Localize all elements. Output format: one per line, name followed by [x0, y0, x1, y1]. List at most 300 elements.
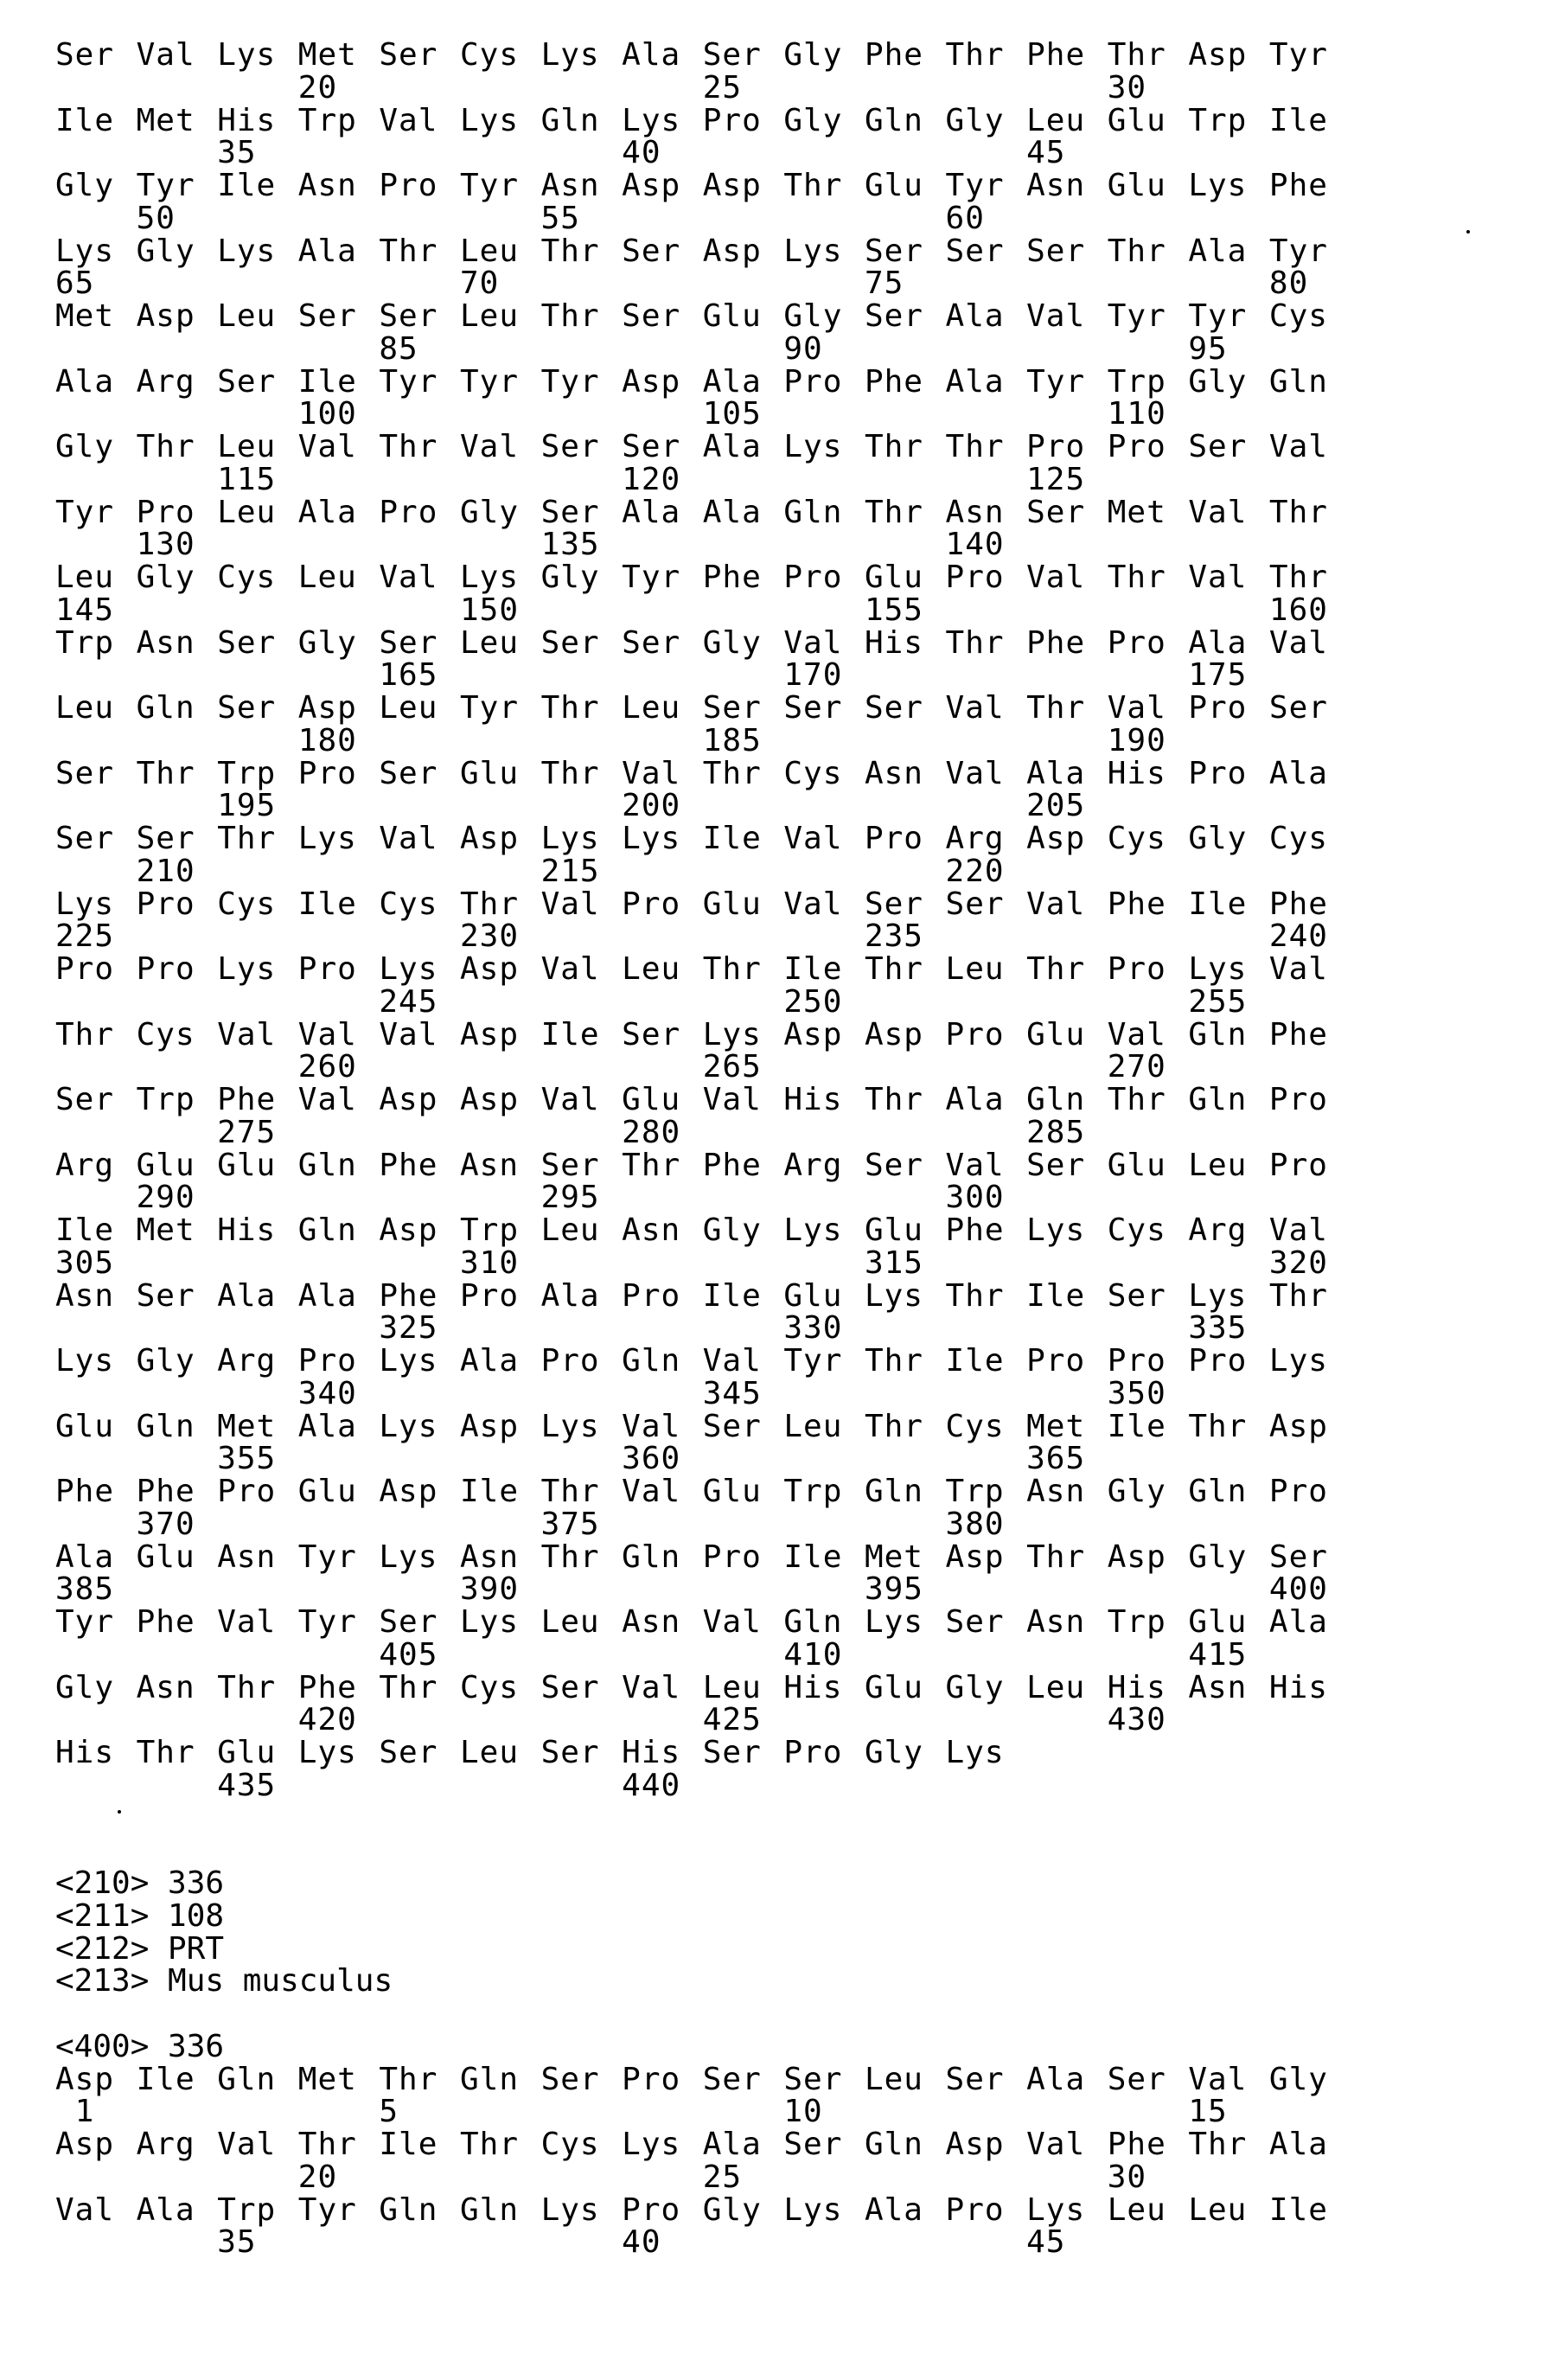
position-number — [460, 202, 541, 235]
residue: Gly — [1188, 1541, 1269, 1574]
position-number: 390 — [460, 1573, 541, 1606]
residue: Glu — [217, 1149, 298, 1182]
residue: Leu — [1026, 1672, 1108, 1705]
residue: Glu — [865, 561, 946, 594]
residue: Trp — [1108, 366, 1189, 399]
position-number — [379, 1508, 460, 1541]
residue: Thr — [541, 300, 623, 333]
position-number — [1026, 1769, 1108, 1802]
position-number: 255 — [1188, 986, 1269, 1019]
residue: Asn — [622, 1214, 703, 1247]
position-number — [217, 1704, 298, 1737]
residue: Pro — [137, 496, 218, 529]
residue: Ser — [55, 822, 137, 855]
residue: Lys — [379, 1541, 460, 1574]
residue-row — [55, 888, 1351, 921]
position-number — [865, 1378, 946, 1411]
position-number — [298, 1443, 380, 1475]
position-number — [460, 1769, 541, 1802]
position-number-row — [55, 1051, 1351, 1084]
position-number — [379, 790, 460, 822]
header-organism: <213> Mus musculus — [55, 1965, 1351, 1998]
residue-row — [55, 1672, 1351, 1705]
position-number — [217, 1639, 298, 1672]
residue: Thr — [1188, 1411, 1269, 1443]
position-number — [783, 267, 865, 300]
residue: Leu — [1108, 2194, 1189, 2227]
position-number — [55, 1312, 137, 1345]
position-number — [1188, 528, 1269, 561]
position-number: 155 — [865, 594, 946, 627]
residue: Gln — [1188, 1084, 1269, 1116]
residue: Pro — [55, 953, 137, 986]
residue: Ile — [783, 1541, 865, 1574]
position-number — [1108, 790, 1189, 822]
position-number — [865, 1051, 946, 1084]
position-number — [865, 659, 946, 692]
residue: Ser — [379, 39, 460, 72]
position-number: 25 — [703, 2161, 784, 2194]
position-number — [217, 986, 298, 1019]
position-number-row — [55, 1312, 1351, 1345]
position-number — [298, 1116, 380, 1149]
position-number — [1269, 72, 1351, 105]
residue: Trp — [946, 1475, 1027, 1508]
position-number-row — [55, 202, 1351, 235]
residue: Lys — [946, 1737, 1027, 1769]
position-number: 45 — [1026, 2226, 1108, 2259]
residue: Asp — [1026, 822, 1108, 855]
residue-row — [55, 692, 1351, 725]
residue-row — [55, 1411, 1351, 1443]
residue: Gln — [1269, 366, 1351, 399]
residue: Ile — [1269, 2194, 1351, 2227]
position-number — [460, 1704, 541, 1737]
position-number — [379, 202, 460, 235]
residue: Cys — [1269, 822, 1351, 855]
position-number — [379, 464, 460, 496]
position-number — [1269, 986, 1351, 1019]
position-number — [379, 2226, 460, 2259]
position-number — [622, 594, 703, 627]
position-number — [946, 1378, 1027, 1411]
residue: Ala — [622, 39, 703, 72]
position-number — [217, 1051, 298, 1084]
residue: Thr — [541, 235, 623, 268]
position-number — [1026, 1051, 1108, 1084]
residue: Gly — [783, 105, 865, 138]
position-number — [703, 202, 784, 235]
residue: Ser — [865, 1149, 946, 1182]
position-number — [1026, 1573, 1108, 1606]
residue-row — [55, 953, 1351, 986]
position-number — [298, 790, 380, 822]
residue-row — [55, 1214, 1351, 1247]
position-number — [1108, 1312, 1189, 1345]
position-number — [460, 1181, 541, 1214]
residue: Ser — [703, 692, 784, 725]
position-number — [1026, 1312, 1108, 1345]
residue: Ala — [1269, 2128, 1351, 2161]
position-number — [1026, 398, 1108, 431]
position-number — [1108, 1573, 1189, 1606]
position-number — [865, 1704, 946, 1737]
position-number: 345 — [703, 1378, 784, 1411]
residue: Ser — [703, 2063, 784, 2096]
position-number: 275 — [217, 1116, 298, 1149]
position-number — [460, 855, 541, 888]
residue: Ser — [865, 235, 946, 268]
position-number — [55, 986, 137, 1019]
position-number — [783, 855, 865, 888]
residue: Cys — [379, 888, 460, 921]
position-number: 80 — [1269, 267, 1351, 300]
residue: His — [217, 1214, 298, 1247]
position-number — [1108, 1508, 1189, 1541]
position-number — [541, 72, 623, 105]
position-number — [703, 920, 784, 953]
position-number — [379, 594, 460, 627]
residue: Thr — [298, 2128, 380, 2161]
position-number — [703, 1573, 784, 1606]
position-number-row — [55, 267, 1351, 300]
residue-row — [55, 2063, 1351, 2096]
position-number — [1188, 790, 1269, 822]
position-number: 175 — [1188, 659, 1269, 692]
residue: Leu — [55, 692, 137, 725]
residue: Asn — [55, 1280, 137, 1313]
residue: Lys — [298, 1737, 380, 1769]
residue: Asp — [703, 235, 784, 268]
residue: Leu — [703, 1672, 784, 1705]
position-number — [298, 1769, 380, 1802]
position-number — [946, 2095, 1027, 2128]
residue: Lys — [783, 235, 865, 268]
position-number — [460, 137, 541, 170]
residue: Lys — [460, 561, 541, 594]
position-number — [1269, 333, 1351, 366]
residue-row — [55, 822, 1351, 855]
residue: Met — [1026, 1411, 1108, 1443]
position-number: 145 — [55, 594, 137, 627]
position-number — [137, 1312, 218, 1345]
residue: Cys — [460, 1672, 541, 1705]
residue: Gln — [1026, 1084, 1108, 1116]
position-number — [137, 986, 218, 1019]
position-number — [460, 333, 541, 366]
position-number — [541, 398, 623, 431]
residue: Thr — [1026, 692, 1108, 725]
header-sequence-tag: <400> 336 — [55, 2031, 1351, 2063]
position-number — [783, 398, 865, 431]
position-number — [1108, 2226, 1189, 2259]
position-number — [865, 528, 946, 561]
position-number — [1269, 725, 1351, 758]
residue: Pro — [137, 888, 218, 921]
position-number: 20 — [298, 72, 380, 105]
residue: Phe — [1026, 39, 1108, 72]
residue: Ile — [55, 105, 137, 138]
residue: Ser — [622, 627, 703, 660]
position-number — [1188, 1443, 1269, 1475]
position-number — [541, 790, 623, 822]
position-number — [460, 1312, 541, 1345]
residue: Ser — [1026, 1149, 1108, 1182]
residue: Gly — [137, 561, 218, 594]
residue: Ser — [946, 888, 1027, 921]
position-number-row — [55, 1508, 1351, 1541]
position-number — [865, 398, 946, 431]
position-number-row — [55, 725, 1351, 758]
residue: Leu — [541, 1606, 623, 1639]
residue: Thr — [703, 953, 784, 986]
residue: Val — [1269, 431, 1351, 464]
position-number: 325 — [379, 1312, 460, 1345]
residue: Val — [946, 1149, 1027, 1182]
residue: Phe — [298, 1672, 380, 1705]
residue-row — [55, 300, 1351, 333]
residue: Ser — [946, 235, 1027, 268]
residue: Trp — [217, 758, 298, 790]
blank-line — [55, 1834, 1351, 1867]
residue: Ala — [703, 2128, 784, 2161]
position-number — [1269, 1378, 1351, 1411]
residue: Asp — [460, 953, 541, 986]
position-number — [1026, 202, 1108, 235]
residue: Thr — [865, 431, 946, 464]
residue: Leu — [946, 953, 1027, 986]
residue: Ala — [1269, 758, 1351, 790]
residue: Arg — [137, 2128, 218, 2161]
residue: Asp — [379, 1475, 460, 1508]
position-number — [865, 1116, 946, 1149]
position-number — [541, 1639, 623, 1672]
residue-row — [55, 1606, 1351, 1639]
residue: Asp — [460, 1411, 541, 1443]
position-number — [55, 464, 137, 496]
residue: Lys — [1188, 953, 1269, 986]
residue: Thr — [55, 1019, 137, 1052]
position-number: 125 — [1026, 464, 1108, 496]
position-number: 210 — [137, 855, 218, 888]
position-number — [703, 659, 784, 692]
position-number — [298, 1312, 380, 1345]
position-number — [1188, 594, 1269, 627]
position-number — [1188, 1769, 1269, 1802]
position-number — [1026, 333, 1108, 366]
position-number — [1188, 1378, 1269, 1411]
position-number — [1188, 725, 1269, 758]
position-number — [55, 1704, 137, 1737]
position-number — [460, 1508, 541, 1541]
position-number — [622, 2095, 703, 2128]
position-number — [55, 202, 137, 235]
position-number — [137, 1639, 218, 1672]
residue: Lys — [379, 1345, 460, 1378]
position-number — [622, 398, 703, 431]
position-number — [541, 137, 623, 170]
position-number — [379, 267, 460, 300]
position-number: 230 — [460, 920, 541, 953]
residue: His — [55, 1737, 137, 1769]
residue: Phe — [379, 1280, 460, 1313]
residue-row — [55, 1149, 1351, 1182]
position-number — [541, 1051, 623, 1084]
residue: Ser — [541, 1672, 623, 1705]
position-number — [1269, 464, 1351, 496]
position-number — [55, 725, 137, 758]
residue: Thr — [865, 496, 946, 529]
residue: Glu — [865, 170, 946, 202]
position-number: 200 — [622, 790, 703, 822]
residue: Lys — [541, 39, 623, 72]
residue: Ser — [1026, 235, 1108, 268]
residue: Asn — [137, 627, 218, 660]
position-number — [1108, 2095, 1189, 2128]
residue: Phe — [137, 1475, 218, 1508]
position-number: 385 — [55, 1573, 137, 1606]
residue: Pro — [1188, 758, 1269, 790]
position-number-row — [55, 986, 1351, 1019]
position-number — [1108, 1247, 1189, 1280]
position-number — [946, 1312, 1027, 1345]
position-number — [541, 1378, 623, 1411]
position-number — [137, 1443, 218, 1475]
residue: Ile — [703, 822, 784, 855]
position-number — [783, 528, 865, 561]
position-number — [783, 137, 865, 170]
position-number: 330 — [783, 1312, 865, 1345]
residue: Pro — [137, 953, 218, 986]
residue: Cys — [946, 1411, 1027, 1443]
residue: Glu — [298, 1475, 380, 1508]
position-number-row — [55, 920, 1351, 953]
position-number: 375 — [541, 1508, 623, 1541]
residue: Asn — [541, 170, 623, 202]
residue: Pro — [1188, 692, 1269, 725]
residue: Asp — [55, 2128, 137, 2161]
residue: Ile — [217, 170, 298, 202]
residue: Ser — [379, 300, 460, 333]
residue-row — [55, 170, 1351, 202]
position-number-row — [55, 1573, 1351, 1606]
position-number — [783, 725, 865, 758]
residue: Pro — [298, 758, 380, 790]
position-number — [379, 920, 460, 953]
residue-row — [55, 1541, 1351, 1574]
residue: Asp — [703, 170, 784, 202]
position-number — [541, 659, 623, 692]
position-number — [622, 855, 703, 888]
residue: Trp — [460, 1214, 541, 1247]
residue: Asn — [460, 1149, 541, 1182]
position-number — [622, 920, 703, 953]
residue: Asp — [460, 822, 541, 855]
residue: Asp — [865, 1019, 946, 1052]
residue: Asp — [946, 1541, 1027, 1574]
residue: Cys — [137, 1019, 218, 1052]
residue: Phe — [55, 1475, 137, 1508]
position-number — [946, 986, 1027, 1019]
residue: Ser — [541, 627, 623, 660]
residue: Phe — [217, 1084, 298, 1116]
residue: Gly — [460, 496, 541, 529]
position-number: 30 — [1108, 2161, 1189, 2194]
position-number — [541, 986, 623, 1019]
position-number: 25 — [703, 72, 784, 105]
position-number: 240 — [1269, 920, 1351, 953]
residue: Glu — [865, 1672, 946, 1705]
residue: Lys — [1026, 1214, 1108, 1247]
residue: Val — [1188, 2063, 1269, 2096]
residue: Tyr — [137, 170, 218, 202]
residue: His — [217, 105, 298, 138]
position-number — [1108, 137, 1189, 170]
position-number — [703, 137, 784, 170]
residue-row — [55, 758, 1351, 790]
residue: Glu — [1188, 1606, 1269, 1639]
position-number: 260 — [298, 1051, 380, 1084]
residue: Pro — [1188, 1345, 1269, 1378]
position-number — [946, 594, 1027, 627]
position-number — [1188, 2161, 1269, 2194]
residue: Asn — [1026, 170, 1108, 202]
position-number — [137, 137, 218, 170]
residue: Leu — [460, 627, 541, 660]
residue: Pro — [622, 1280, 703, 1313]
residue: His — [1108, 1672, 1189, 1705]
position-number — [217, 2161, 298, 2194]
position-number — [379, 137, 460, 170]
blank-line — [55, 1998, 1351, 2031]
position-number — [1188, 855, 1269, 888]
residue: Glu — [460, 758, 541, 790]
residue: Thr — [137, 1737, 218, 1769]
residue: Thr — [137, 431, 218, 464]
position-number — [1188, 1051, 1269, 1084]
residue: Asp — [783, 1019, 865, 1052]
residue: Pro — [1026, 1345, 1108, 1378]
residue: Val — [379, 822, 460, 855]
position-number — [622, 1639, 703, 1672]
position-number — [460, 1051, 541, 1084]
position-number — [1269, 1312, 1351, 1345]
position-number — [541, 1443, 623, 1475]
residue: Thr — [541, 692, 623, 725]
position-number — [865, 2226, 946, 2259]
position-number — [137, 1704, 218, 1737]
residue: Arg — [1188, 1214, 1269, 1247]
residue: Phe — [703, 561, 784, 594]
residue: Phe — [1108, 888, 1189, 921]
residue: His — [622, 1737, 703, 1769]
position-number: 75 — [865, 267, 946, 300]
residue: Pro — [783, 561, 865, 594]
residue: Pro — [379, 496, 460, 529]
residue: Gln — [137, 1411, 218, 1443]
residue: Met — [1108, 496, 1189, 529]
position-number — [865, 790, 946, 822]
position-number — [379, 1443, 460, 1475]
position-number: 65 — [55, 267, 137, 300]
position-number — [783, 594, 865, 627]
residue: Pro — [217, 1475, 298, 1508]
residue: Tyr — [622, 561, 703, 594]
residue: Phe — [1269, 1019, 1351, 1052]
residue: Cys — [1269, 300, 1351, 333]
residue: Pro — [298, 1345, 380, 1378]
position-number — [865, 72, 946, 105]
